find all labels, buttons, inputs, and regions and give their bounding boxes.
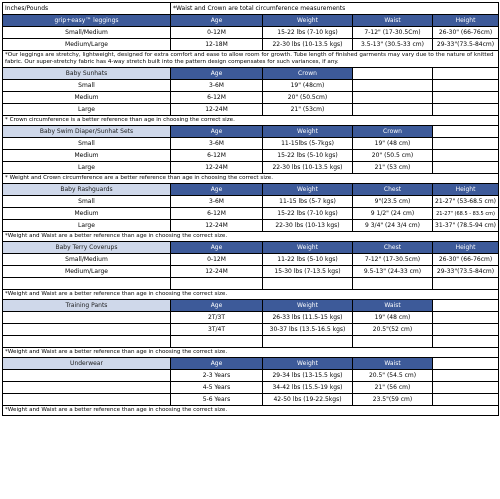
- size-cell: Medium/Large: [3, 266, 171, 278]
- table-row: [3, 92, 499, 104]
- swim-sets-note-row: [3, 174, 499, 184]
- size-cell: Large: [3, 220, 171, 232]
- underwear-header-row: [3, 358, 499, 370]
- age-cell: 2-3 Years: [171, 370, 263, 382]
- age-cell: 3T/4T: [171, 324, 263, 336]
- blank-cell: [433, 150, 499, 162]
- height-cell: 21-27" (53-68.5 cm): [433, 196, 499, 208]
- size-cell: [3, 370, 171, 382]
- sunhats-note-row: [3, 116, 499, 126]
- weight-cell: 11-22 lbs (5-10 kgs): [263, 254, 353, 266]
- sunhats-header-age: Age: [171, 68, 263, 80]
- blank-cell: [3, 336, 171, 348]
- leggings-header-height: Height: [433, 15, 499, 27]
- table-row: [3, 254, 499, 266]
- blank-cell: [433, 80, 499, 92]
- weight-cell: 15-22 lbs (5-10 kgs): [263, 150, 353, 162]
- age-cell: 12-18M: [171, 39, 263, 51]
- weight-cell: 42-50 lbs (19-22.5kgs): [263, 394, 353, 406]
- blank-cell: [433, 394, 499, 406]
- size-chart: [2, 2, 498, 416]
- sunhats-note: * Crown circumference is a better reference than age in choosing the correct size.: [3, 116, 499, 126]
- size-cell: Medium/Large: [3, 39, 171, 51]
- underwear-header-waist: Waist: [353, 358, 433, 370]
- units-label: Inches/Pounds: [3, 3, 171, 15]
- terry-header-chest: Chest: [353, 242, 433, 254]
- weight-cell: 26-33 lbs (11.5-15 kgs): [263, 312, 353, 324]
- table-row: [3, 278, 499, 290]
- leggings-header-age: Age: [171, 15, 263, 27]
- waist-cell: 3.5-13" (30.5-33 cm): [353, 39, 433, 51]
- size-cell: Large: [3, 104, 171, 116]
- size-chart-table: [2, 2, 499, 416]
- terry-header-row: [3, 242, 499, 254]
- swim-sets-header-age: Age: [171, 126, 263, 138]
- age-cell: 4-5 Years: [171, 382, 263, 394]
- weight-cell: 15-22 lbs (7-10 kgs): [263, 27, 353, 39]
- size-cell: [3, 394, 171, 406]
- blank-cell: [433, 300, 499, 312]
- rashguards-header-age: Age: [171, 184, 263, 196]
- crown-cell: 19" (48cm): [263, 80, 353, 92]
- sunhats-title: Baby Sunhats: [3, 68, 171, 80]
- table-row: [3, 336, 499, 348]
- rashguards-title: Baby Rashguards: [3, 184, 171, 196]
- age-cell: 5-6 Years: [171, 394, 263, 406]
- rashguards-header-height: Height: [433, 184, 499, 196]
- weight-cell: 22-30 lbs (10-13 kgs): [263, 220, 353, 232]
- crown-cell: 20" (50.5cm): [263, 92, 353, 104]
- terry-header-age: Age: [171, 242, 263, 254]
- size-cell: Medium: [3, 150, 171, 162]
- table-row: [3, 220, 499, 232]
- height-cell: 26-30" (66-76cm): [433, 254, 499, 266]
- waist-cell: 7-12" (17-30.5Cm): [353, 27, 433, 39]
- size-cell: Small/Medium: [3, 254, 171, 266]
- age-cell: 0-12M: [171, 254, 263, 266]
- blank-cell: [3, 278, 171, 290]
- age-cell: 6-12M: [171, 208, 263, 220]
- sunhats-header-crown: Crown: [263, 68, 353, 80]
- table-row: [3, 312, 499, 324]
- blank-cell: [433, 162, 499, 174]
- age-cell: 2T/3T: [171, 312, 263, 324]
- waist-cell: 20.5"(52 cm): [353, 324, 433, 336]
- leggings-header-waist: Waist: [353, 15, 433, 27]
- chest-cell: 9.5-13" (24-33 cm): [353, 266, 433, 278]
- swim-sets-note: * Weight and Crown circumference are a better reference than age in choosing the correct size.: [3, 174, 499, 184]
- rashguards-note-row: [3, 232, 499, 242]
- blank-cell: [433, 278, 499, 290]
- table-row: [3, 370, 499, 382]
- underwear-title: Underwear: [3, 358, 171, 370]
- blank-cell: [353, 336, 433, 348]
- table-row: [3, 104, 499, 116]
- table-row: [3, 39, 499, 51]
- table-row: [3, 162, 499, 174]
- age-cell: 3-6M: [171, 196, 263, 208]
- height-cell: 31-37" (78.5-94 cm): [433, 220, 499, 232]
- chest-cell: 7-12" (17-30.5cm): [353, 254, 433, 266]
- weight-cell: 34-42 lbs (15.5-19 kgs): [263, 382, 353, 394]
- size-cell: [3, 324, 171, 336]
- waist-cell: 23.5"(59 cm): [353, 394, 433, 406]
- table-row: [3, 382, 499, 394]
- underwear-note: *Weight and Waist are a better reference than age in choosing the correct size.: [3, 406, 499, 416]
- swim-sets-header-row: [3, 126, 499, 138]
- size-cell: [3, 382, 171, 394]
- blank-cell: [353, 92, 433, 104]
- terry-title: Baby Terry Coverups: [3, 242, 171, 254]
- age-cell: 3-6M: [171, 80, 263, 92]
- age-cell: 6-12M: [171, 150, 263, 162]
- units-row: [3, 3, 499, 15]
- age-cell: 12-24M: [171, 162, 263, 174]
- blank-cell: [353, 68, 433, 80]
- crown-cell: 19" (48 cm): [353, 138, 433, 150]
- crown-cell: 20" (50.5 cm): [353, 150, 433, 162]
- crown-cell: 21" (53 cm): [353, 162, 433, 174]
- table-row: [3, 394, 499, 406]
- terry-note: *Weight and Waist are a better reference than age in choosing the correct size.: [3, 290, 499, 300]
- size-cell: Medium: [3, 92, 171, 104]
- chest-cell: 9 3/4" (24 3/4 cm): [353, 220, 433, 232]
- table-row: [3, 324, 499, 336]
- weight-cell: 15-30 lbs (7-13.5 kgs): [263, 266, 353, 278]
- blank-cell: [353, 80, 433, 92]
- weight-cell: 22-30 lbs (10-13.5 kgs): [263, 39, 353, 51]
- size-cell: [3, 312, 171, 324]
- rashguards-note: *Weight and Waist are a better reference than age in choosing the correct size.: [3, 232, 499, 242]
- blank-cell: [433, 92, 499, 104]
- age-cell: 12-24M: [171, 266, 263, 278]
- table-row: [3, 150, 499, 162]
- size-cell: Small: [3, 138, 171, 150]
- training-header-age: Age: [171, 300, 263, 312]
- sunhats-header-row: [3, 68, 499, 80]
- table-row: [3, 196, 499, 208]
- blank-cell: [263, 336, 353, 348]
- training-note: *Weight and Waist are a better reference than age in choosing the correct size.: [3, 348, 499, 358]
- height-cell: 29-33"(73.5-84cm): [433, 39, 499, 51]
- terry-note-row: [3, 290, 499, 300]
- weight-cell: 15-22 lbs (7-10 kgs): [263, 208, 353, 220]
- table-row: [3, 266, 499, 278]
- height-cell: 29-33"(73.5-84cm): [433, 266, 499, 278]
- rashguards-header-row: [3, 184, 499, 196]
- measurement-note: *Waist and Crown are total circumference measurements: [171, 3, 499, 15]
- height-cell: 26-30" (66-76cm): [433, 27, 499, 39]
- size-cell: Small/Medium: [3, 27, 171, 39]
- swim-sets-header-weight: Weight: [263, 126, 353, 138]
- blank-cell: [433, 336, 499, 348]
- chest-cell: 9 1/2" (24 cm): [353, 208, 433, 220]
- weight-cell: 29-34 lbs (13-15.5 kgs): [263, 370, 353, 382]
- leggings-header-row: [3, 15, 499, 27]
- height-cell: 21-27" (68.5 - 83.5 cm): [433, 208, 499, 220]
- leggings-header-weight: Weight: [263, 15, 353, 27]
- blank-cell: [433, 370, 499, 382]
- blank-cell: [433, 104, 499, 116]
- waist-cell: 21" (56 cm): [353, 382, 433, 394]
- blank-cell: [263, 278, 353, 290]
- blank-cell: [353, 278, 433, 290]
- size-cell: Small: [3, 196, 171, 208]
- blank-cell: [433, 138, 499, 150]
- underwear-header-weight: Weight: [263, 358, 353, 370]
- leggings-note-row: [3, 51, 499, 68]
- size-cell: Small: [3, 80, 171, 92]
- training-header-waist: Waist: [353, 300, 433, 312]
- weight-cell: 22-30 lbs (10-13.5 kgs): [263, 162, 353, 174]
- leggings-title: grip+easy™ leggings: [3, 15, 171, 27]
- weight-cell: 30-37 lbs (13.5-16.5 kgs): [263, 324, 353, 336]
- underwear-header-age: Age: [171, 358, 263, 370]
- swim-sets-header-crown: Crown: [353, 126, 433, 138]
- table-row: [3, 138, 499, 150]
- training-header-row: [3, 300, 499, 312]
- crown-cell: 21" (53cm): [263, 104, 353, 116]
- underwear-note-row: [3, 406, 499, 416]
- blank-cell: [433, 382, 499, 394]
- leggings-note: *Our leggings are stretchy, lightweight, designed for extra comfort and ease to allow room for growth. Tube length of finished garments may vary due to the nature of knitted fabric. Our super-stretchy fabric has 4-way stretch built into the pattern design compensates for such variances, if any.: [3, 51, 499, 68]
- training-title: Training Pants: [3, 300, 171, 312]
- blank-cell: [433, 126, 499, 138]
- blank-cell: [433, 324, 499, 336]
- terry-header-weight: Weight: [263, 242, 353, 254]
- table-row: [3, 80, 499, 92]
- training-header-weight: Weight: [263, 300, 353, 312]
- size-cell: Medium: [3, 208, 171, 220]
- rashguards-header-chest: Chest: [353, 184, 433, 196]
- age-cell: 0-12M: [171, 27, 263, 39]
- chest-cell: 9"(23.5 cm): [353, 196, 433, 208]
- age-cell: 3-6M: [171, 138, 263, 150]
- weight-cell: 11-15 lbs (5-7 kgs): [263, 196, 353, 208]
- blank-cell: [433, 358, 499, 370]
- waist-cell: 19" (48 cm): [353, 312, 433, 324]
- blank-cell: [171, 278, 263, 290]
- training-note-row: [3, 348, 499, 358]
- blank-cell: [433, 312, 499, 324]
- age-cell: 12-24M: [171, 220, 263, 232]
- blank-cell: [353, 104, 433, 116]
- terry-header-height: Height: [433, 242, 499, 254]
- age-cell: 12-24M: [171, 104, 263, 116]
- age-cell: 6-12M: [171, 92, 263, 104]
- waist-cell: 20.5" (54.5 cm): [353, 370, 433, 382]
- blank-cell: [171, 336, 263, 348]
- weight-cell: 11-15lbs (5-7kgs): [263, 138, 353, 150]
- table-row: [3, 27, 499, 39]
- rashguards-header-weight: Weight: [263, 184, 353, 196]
- size-cell: Large: [3, 162, 171, 174]
- table-row: [3, 208, 499, 220]
- swim-sets-title: Baby Swim Diaper/Sunhat Sets: [3, 126, 171, 138]
- blank-cell: [433, 68, 499, 80]
